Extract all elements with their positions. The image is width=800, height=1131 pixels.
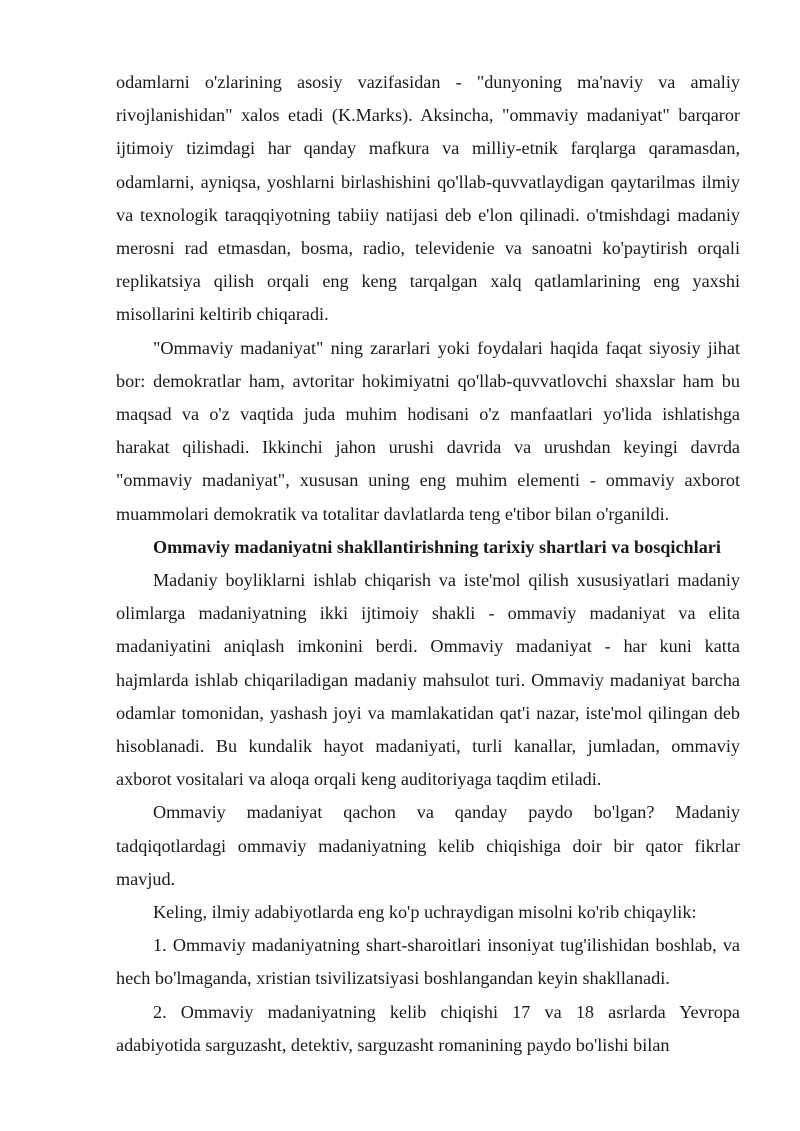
paragraph-qachon-paydo-bolgan: Ommaviy madaniyat qachon va qanday paydo bo'lgan? Madaniy tadqiqotlardagi ommaviy madaniyatning kelib chiqishiga doir bir qator fikrlar mavjud. bbox=[116, 802, 740, 889]
list-item-1: 1. Ommaviy madaniyatning shart-sharoitlari insoniyat tug'ilishidan boshlab, va hech bo'lmaganda, xristian tsivilizatsiyasi boshlangandan keyin shakllanadi. bbox=[116, 935, 740, 989]
paragraph-ommaviy-madaniyat-zararlari: "Ommaviy madaniyat" ning zararlari yoki foydalari haqida faqat siyosiy jihat bor: demokratlar ham, avtoritar hokimiyatni qo'llab-quvvatlovchi shaxslar ham bu maqsad va o'z vaqtida juda muhim hodisani o'z manfaatlari yo'lida ishlatishga harakat qilishadi. Ikkinchi jahon urushi davrida va urushdan keyingi davrda "ommaviy madaniyat", xususan uning eng muhim elementi - ommaviy axborot muammolari demokratik va totalitar davlatlarda teng e'tibor bilan o'rganildi. bbox=[116, 337, 740, 524]
paragraph-keling-misol: Keling, ilmiy adabiyotlarda eng ko'p uchraydigan misolni ko'rib chiqaylik: bbox=[153, 902, 697, 923]
document-body bbox=[116, 66, 740, 1062]
section-heading: Ommaviy madaniyatni shakllantirishning tarixiy shartlari va bosqichlari bbox=[153, 536, 721, 557]
paragraph-continuation: odamlarni o'zlarining asosiy vazifasidan - "dunyoning ma'naviy va amaliy rivojlanishidan" xalos etadi (K.Marks). Aksincha, "ommaviy madaniyat" barqaror ijtimoiy tizimdagi har qanday mafkura va milliy-etnik farqlarga qaramasdan, odamlarni, ayniqsa, yoshlarni birlashishini qo'llab-quvvatlaydigan qaytarilmas ilmiy va texnologik taraqqiyotning tabiiy natijasi deb e'lon qilinadi. o'tmishdagi madaniy merosni rad etmasdan, bosma, radio, televidenie va sanoatni ko'paytirish orqali replikatsiya qilish orqali eng keng tarqalgan xalq qatlamlarining eng yaxshi misollarini keltirib chiqaradi. bbox=[116, 72, 740, 325]
list-item-2: 2. Ommaviy madaniyatning kelib chiqishi 17 va 18 asrlarda Yevropa adabiyotida sarguzasht, detektiv, sarguzasht romanining paydo bo'lishi bilan bbox=[116, 1001, 740, 1055]
paragraph-madaniy-boyliklar: Madaniy boyliklarni ishlab chiqarish va iste'mol qilish xususiyatlari madaniy olimlarga madaniyatning ikki ijtimoiy shakli - ommaviy madaniyat va elita madaniyatini aniqlash imkonini berdi. Ommaviy madaniyat - har kuni katta hajmlarda ishlab chiqariladigan madaniy mahsulot turi. Ommaviy madaniyat barcha odamlar tomonidan, yashash joyi va mamlakatidan qat'i nazar, iste'mol qilingan deb hisoblanadi. Bu kundalik hayot madaniyati, turli kanallar, jumladan, ommaviy axborot vositalari va aloqa orqali keng auditoriyaga taqdim etiladi. bbox=[116, 570, 740, 790]
